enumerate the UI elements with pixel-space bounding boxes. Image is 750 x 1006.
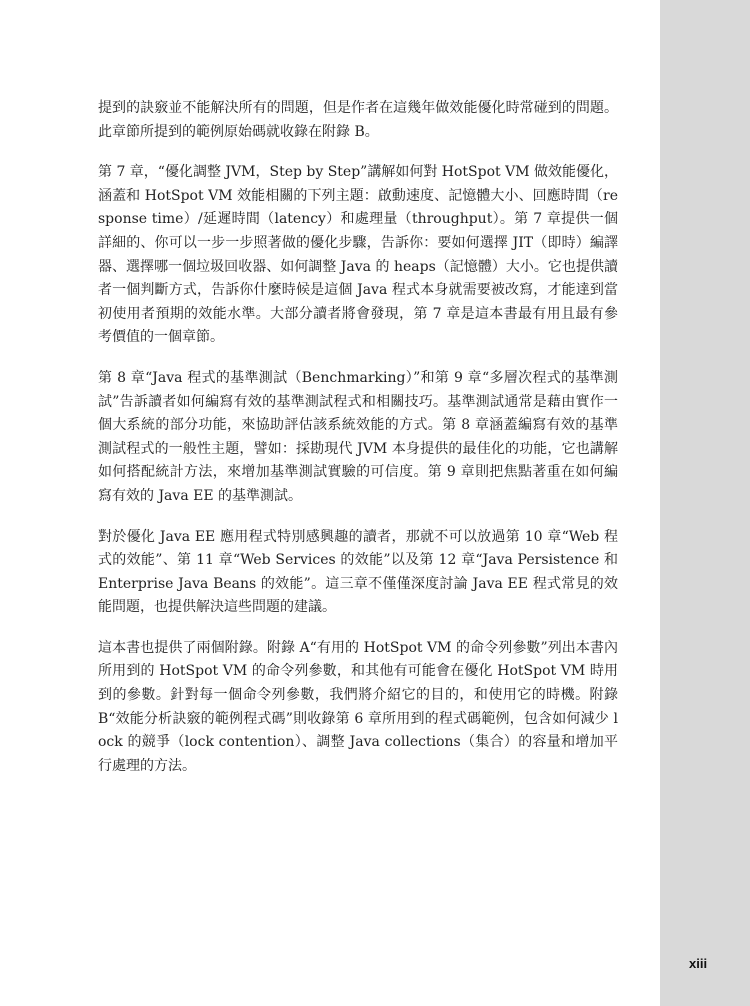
paragraph-2: 第 7 章，“優化調整 JVM，Step by Step”講解如何對 HotSpot VM 做效能優化，涵蓋和 HotSpot VM 效能相關的下列主題：啟動速度、記憶體大小、回應時間（response time）/延遲時間（latency）和處理量（throughput）。第 7 章提供一個詳細的、你可以一步一步照著做的優化步驟，告訴你：要如何選擇 JIT（即時）編譯器、選擇哪一個垃圾回收器、如何調整 Java 的 heaps（記憶體）大小。它也提供讀者一個判斷方式，告訴你什麼時候是這個 Java 程式本身就需要被改寫，才能達到當初使用者預期的效能水準。大部分讀者將會發現，第 7 章是這本書最有用且最有參考價值的一個章節。 xyxy=(98,164,618,346)
body-text xyxy=(98,97,618,795)
paragraph-4: 對於優化 Java EE 應用程式特別感興趣的讀者，那就不可以放過第 10 章“Web 程式的效能”、第 11 章“Web Services 的效能”以及第 12 章“Java Persistence 和 Enterprise Java Beans 的效能”。這三章不僅僅深度討論 Java EE 程式常見的效能問題，也提供解決這些問題的建議。 xyxy=(98,528,618,616)
paragraph-5: 這本書也提供了兩個附錄。附錄 A“有用的 HotSpot VM 的命令列參數”列出本書內所用到的 HotSpot VM 的命令列參數，和其他有可能會在優化 HotSpot VM 時用到的參數。針對每一個命令列參數，我們將介紹它的目的，和使用它的時機。附錄 B“效能分析訣竅的範例程式碼”則收錄第 6 章所用到的程式碼範例，包含如何減少 lock 的競爭（lock contention）、調整 Java collections（集合）的容量和增加平行處理的方法。 xyxy=(98,639,618,774)
paragraph-3: 第 8 章“Java 程式的基準測試（Benchmarking）”和第 9 章“多層次程式的基準測試”告訴讀者如何編寫有效的基準測試程式和相關技巧。基準測試通常是藉由實作一個大系統的部分功能，來協助評估該系統效能的方式。第 8 章涵蓋編寫有效的基準測試程式的一般性主題，譬如：採勘現代 JVM 本身提供的最佳化的功能，它也講解如何搭配統計方法，來增加基準測試實驗的可信度。第 9 章則把焦點著重在如何編寫有效的 Java EE 的基準測試。 xyxy=(98,369,618,504)
page-number: xiii xyxy=(689,956,708,971)
side-margin-strip xyxy=(660,0,750,1006)
paragraph-1: 提到的訣竅並不能解決所有的問題，但是作者在這幾年做效能優化時常碰到的問題。此章節所提到的範例原始碼就收錄在附錄 B。 xyxy=(98,100,618,140)
